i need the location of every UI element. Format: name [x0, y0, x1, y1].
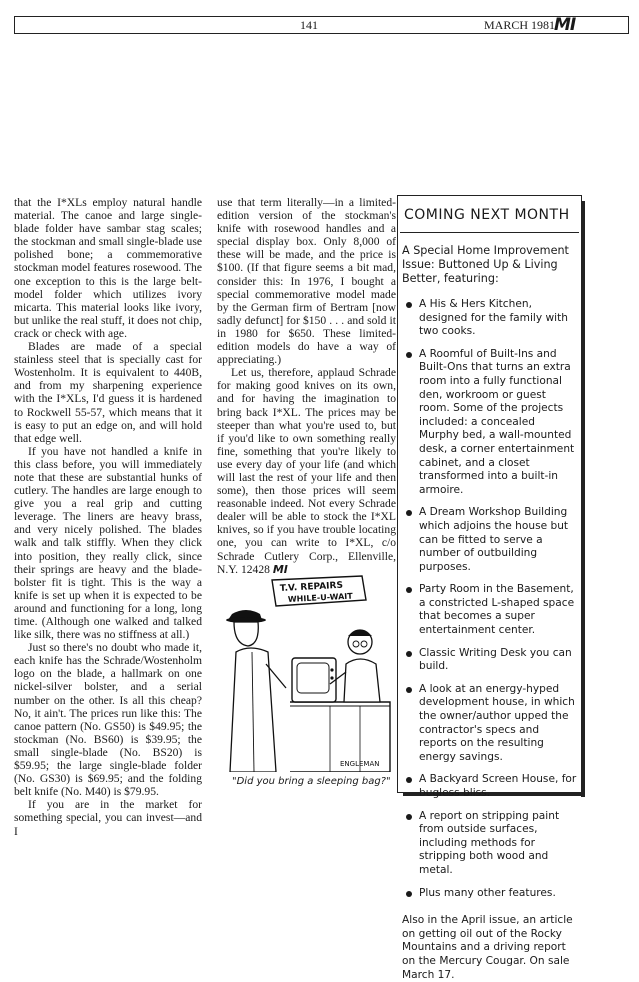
cartoon-illustration [220, 572, 393, 772]
list-item [402, 647, 577, 674]
paragraph: use that term literally—in a limited-edition version of the stockman's knife with rosewood handles and a special display box. Only 8,000 of these will be made, and the price is $100. (If that figure seems a bit mad, consider this: In 1976, I bought a special commemorative model made by the German firm of Bertram [now sadly defunct] for $150 . . . and sold it in 1980 for $650. These limited-edition models do have a way of appreciating.) [217, 196, 396, 367]
list-item-text: A look at an energy-hyped development house, in which the owner/author upped the contractor's specs and reports on the resulting energy savings. [419, 682, 575, 763]
paragraph: If you are in the market for something special, you can invest—and I [14, 798, 202, 838]
paragraph: Blades are made of a special stainless steel that is specially cast for Wostenholm. It is equivalent to 440B, and from my sharpening experience with the I*XLs, I'd guess it is hardened to Rockwell 55-57, which means that it is easy to put an edge on, and will hold that edge well. [14, 340, 202, 445]
paragraph: Just so there's no doubt who made it, each knife has the Schrade/Wostenholm logo on the blade, a hallmark on one nickel-silver bolster, and a serial number on the other. Is all this cheap? No, it ain't. The prices run like this: The canoe pattern (No. GS50) is $49.95; the stockman (No. BS60) is $39.95; the small single-blade (No. BS20) is $59.95; the large single-blade folder (No. GS30) is $69.95; and the folding belt knife (No. M40) is $79.95. [14, 641, 202, 799]
bullet-icon [406, 587, 412, 593]
page-number: 141 [300, 18, 318, 32]
header-rule-bottom [14, 33, 629, 34]
list-item-text: A Backyard Screen House, for bugless bliss. [419, 773, 577, 799]
bullet-icon [406, 352, 412, 358]
list-item [402, 810, 577, 878]
list-item [402, 773, 577, 800]
paragraph: If you have not handled a knife in this class before, you will immediately note that these are substantial hunks of cutlery. The handles are large enough to give you a real grip and cutting leverage. The liners are heavy brass, and very nicely polished. The blades walk and talk stiffly. When they click into position, they really click, since their springs are heavy and the blade-bolster fit is tight. This is the way a knife is set up when it is expected to be around and functioning for a long, long time. (Although one walked and talked like silk, there was no stiffness at all.) [14, 444, 202, 642]
list-item [402, 348, 577, 498]
header-divider [14, 16, 15, 33]
magazine-logo: MI [554, 15, 576, 35]
bullet-icon [406, 302, 412, 308]
artist-signature: ENGLEMAN [340, 760, 380, 768]
coming-next-month-box [397, 195, 582, 981]
list-item-text: Party Room in the Basement, a constricted L-shaped space that becomes a super entertainment center. [419, 583, 575, 637]
list-item-text: A Dream Workshop Building which adjoins the house but can be fitted to serve a number of outbuilding purposes. [419, 506, 569, 573]
bullet-icon [406, 651, 412, 657]
list-item-text: A His & Hers Kitchen, designed for the family with two cooks. [419, 298, 568, 338]
paragraph: that the I*XLs employ natural handle material. The canoe and large single-blade folder have sambar stag scales; the stockman and small single-blade use polished bone; a commemorative stockman model features rosewood. The one exception to this is the large belt-model folder which utilizes ivory micarta. This material looks like ivory, but unlike the real stuff, it does not chip, crack or check with age. [14, 196, 202, 340]
list-item-text: A Roomful of Built-Ins and Built-Ons that turns an extra room into a fully functional den, workroom or guest room. Some of the projects included: a concealed Murphy bed, a wall-mounted desk, a corner entertainment cabinet, and a closet transformed into a built-in armoire. [419, 347, 575, 496]
list-item-text: Plus many other features. [419, 886, 556, 899]
sidebar-heading: COMING NEXT MONTH [400, 196, 579, 233]
issue-date: MARCH 1981 [484, 18, 556, 32]
list-item-text: A report on stripping paint from outside surfaces, including methods for stripping both wood and metal. [419, 809, 560, 876]
tv-set [292, 658, 336, 702]
header-rule-top [14, 16, 629, 17]
repair-sign [272, 576, 366, 606]
sign-line-2: WHILE-U-WAIT [287, 591, 353, 604]
sign-line-1: T.V. REPAIRS [279, 580, 344, 594]
end-mark-logo: MI [272, 562, 288, 576]
bullet-icon [406, 891, 412, 897]
feature-list [398, 298, 581, 900]
list-item [402, 583, 577, 637]
sidebar-footer: Also in the April issue, an article on getting oil out of the Rocky Mountains and a driving report on the Mercury Cougar. On sale March 17. [402, 914, 573, 981]
customer-figure [226, 610, 286, 772]
list-item [402, 506, 577, 574]
bullet-icon [406, 814, 412, 820]
bullet-icon [406, 687, 412, 693]
bullet-icon [406, 510, 412, 516]
list-item-text: Classic Writing Desk you can build. [419, 646, 572, 673]
article-column-2 [217, 196, 396, 576]
sidebar-intro: A Special Home Improvement Issue: Buttoned Up & Living Better, featuring: [402, 244, 569, 285]
repairman-figure [330, 630, 380, 702]
cartoon-caption: "Did you bring a sleeping bag?" [232, 776, 391, 787]
bullet-icon [406, 777, 412, 783]
list-item [402, 887, 577, 901]
article-column-1 [14, 196, 202, 838]
list-item [402, 683, 577, 765]
list-item [402, 298, 577, 339]
header-divider [628, 16, 629, 33]
paragraph [217, 366, 396, 576]
paragraph-text: Let us, therefore, applaud Schrade for making good knives on its own, and for having the imagination to bring back I*XL. The prices may be steeper than what you're used to, but if you'd like to own something really fine, something that you're likely to use every day of your life (and which will last the rest of your life and then some), then those prices will seem reasonable indeed. Not every Schrade dealer will be able to stock the I*XL knives, so if you have trouble locating one, you can write to I*XL, c/o Schrade Cutlery Corp., Ellenville, N.Y. 12428 [217, 366, 396, 576]
